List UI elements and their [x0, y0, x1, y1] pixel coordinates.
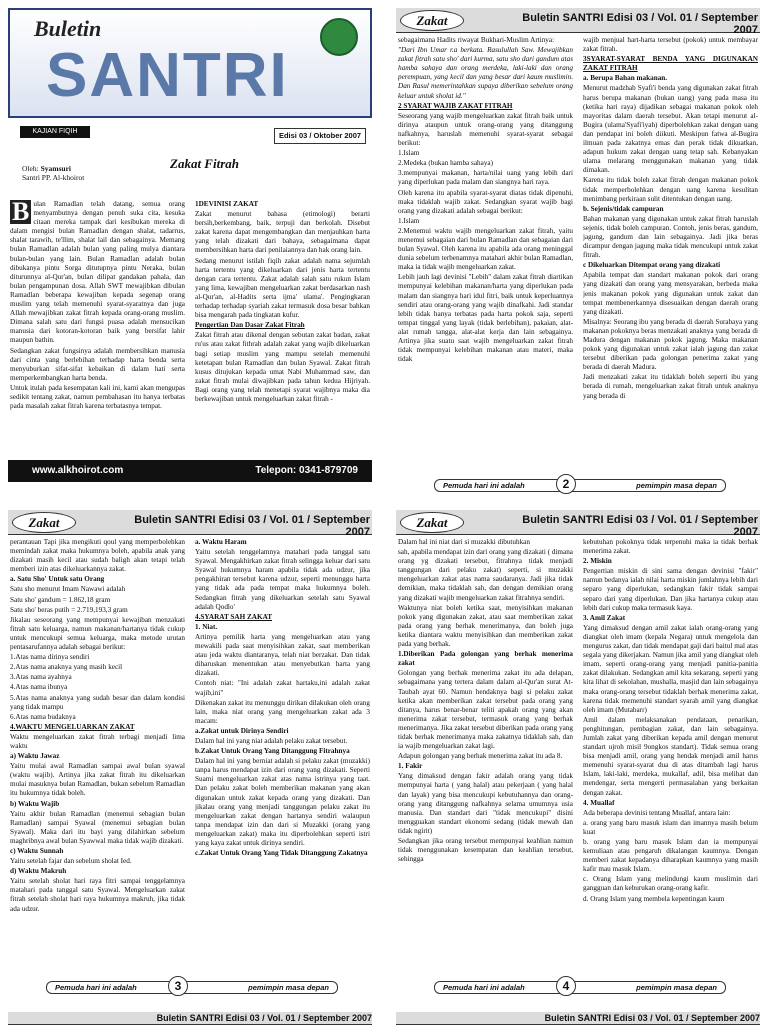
column-2 — [195, 538, 370, 968]
page-header — [8, 510, 372, 538]
paragraph: Menurut madzhab Syafi'i benda yang digunakan zakat fitrah harus berupa makanan (bukan uang) yang pada masa itu (ketika hari raya) dijadikan sebagai makanan pokok oleh mayoritas dalam daerah tersebut. Akan tetapi menurut al-Bugira (ulama'Syafi'iyah) diperbolehkan zakat dengan uang dan pendapat ini boleh diikuti. Meskipun fatwa al-Bugira ilmuan pada zakatnya emas dan perak tidak dikuatkan, adapun hukum zakat dengan uang tetap sah. Kebanyakan ulama melarang menggunakan makanan yang tidak dimakan. — [583, 84, 758, 175]
zakat-logo: Zakat — [400, 10, 464, 31]
paragraph: Yaitu setelah sholat hari raya fitri sampai tenggelamnya matahari pada tanggal satu Syawal. Mengeluarkan zakat fitrah setelah sholat hari raya hukumnya makruh, jika tidak ada udzur. — [10, 877, 185, 913]
column-1 — [10, 200, 185, 452]
list-item: 1.Atas nama dirinya sendiri — [10, 653, 90, 662]
article-columns — [398, 538, 758, 968]
section-heading: 1.Diberikan Pada golongan yang berhak menerima zakat — [398, 650, 573, 668]
section-heading: 4.SYARAT SAH ZAKAT — [195, 612, 273, 621]
page-2 — [396, 8, 760, 498]
header-text: Buletin SANTRI Edisi 03 / Vol. 01 / September 2007 — [522, 514, 758, 538]
list-item: 3.mempunyai makanan, harta/nilai uang yang lebih dari yang diperlukan pada malam dan siangnya hari raya. — [398, 169, 573, 187]
zakat-logo: Zakat — [400, 512, 464, 533]
paragraph: Golongan yang berhak menerima zakat itu ada delapan, sebagaimana yang tertera dalam dalam al-Qur'an surat At-Taubah ayat 60. Namun hendaknya bagi si pelaku zakat ketika akan memberikan zakat tersebut pada orang yang ditanya, harus benar-benar teliti apakah orang yang akan menerima zakat tersebut, termasuk orang yang berhak menerimanya. Jika zakat tersebut diberikan pada orang yang tidak berhak menerimanya maka zakatnya tidaklah sah, dan ia wajib mengeluarkan zakat lagi. — [398, 669, 573, 751]
kajian-label: KAJIAN FIQIH — [20, 126, 90, 138]
column-2 — [583, 36, 758, 466]
paragraph: ulan Ramadlan telah datang, semua orang menyambutnya dengan penuh suka cita, kesuka citaan mereka tampak dari kesibukan mereka di dalam mengisi bulan Ramadlan dengan shalat, tadarrus, shalat tarawih, te'llim, shalat lail dan sebagainya. Memang bulan Ramadlan adalah bulan yang paling mulya diantara bulan-bulan yang lain. Bulan Ramadlan adalah bulan dibukanya pintu Sorga ditutupnya pintu Neraka, bulan diturunnya al-Qur'an, bulan dilipat gandakan pahala, dan bulan pengampunan dosa. Allah SWT mewajibkan dibulan Ramadlan beberapa kewajiban kepada segenap orang muslim yang telah memenuhi syarat-syaratnya dan juga Allah mewajibkan zakat fitrah kepada orang-orang muslim. Dimana salah satu dari fungsi puasa adalah mensucikan manusia dari kotoran-kotoran baik yang bersifat lahir maupun bathin. — [10, 200, 185, 345]
author-label: Oleh — [22, 164, 37, 173]
footer-bar — [434, 981, 726, 994]
paragraph: Dalam hal ini yang niat adalah pelaku zakat tersebut. — [195, 736, 348, 745]
paragraph: sebagaimana Hadits riwayat Bukhari-Muslim Artinya: — [398, 36, 555, 44]
article-columns — [10, 200, 370, 452]
column-1 — [398, 36, 573, 466]
paragraph: Yang dimaksud dengan amil zakat ialah orang-orang yang diangkat oleh imam (kepala Negara) untuk mengelola dan mengurus zakat, dan tidak mendapat gaji dari baitul mal atas segala yang dikerjakan. Namun jika amil yang diangkat oleh imam, seperti orang-orang yang menjadi panitia-panitia zakat dilakukan. Sedangkan amil kita sekarang, seperti yang kita lihat di sekolahan, mushalla, masjid dan lain sebagainya maka orang-orang tersebut tidaklah berhak menerima zakat, karena tidak memenuhi standart syarah amil yang diangkat oleh imam (Mutabarr) — [583, 623, 758, 714]
page-3 — [8, 510, 372, 1000]
page-header — [396, 510, 760, 538]
section-heading: 4.WAKTU MENGELUARKAN ZAKAT — [10, 722, 135, 731]
paragraph: Yaitu setelah tenggelamnya matahari pada tanggal satu Syawal. Mengakhirkan zakat fitrah selingga keluar dari satu Syawal hukumnya haram apabila tidak ada udzur, jika pengakhiran tersebut karena udzur, seperti menunggu harta yang tidak ada pada tempat maka hukumnya boleh. Sedangkan fitrah yang dikeluarkan setelah satu Syawal adalah Qodlo' — [195, 548, 370, 611]
paragraph: Lebih jauh lagi devinisi "Lebih" dalam zakat fitrah diartikan mempunyai kelebihan makanan/harta yang diperlukan pada malam dan siangnya hari idul fitri, baik untuk keperluannya sendiri atau orang-orang yang wajib dinafkahi. Jadi standar lebih tidak hanya terbatas pada harta pokok saja, seperti tempat tinggal yang layak (tidak berlebihan), pakaian, alat-alat rumah tangga, alat-alat kerja dan lain sebagainya. Artinya jika suatu saat wajib mengeluarkan zakat fitrah tidak mempunyai kelebihan makanan atau materi, maka tidak — [398, 273, 573, 364]
paragraph: Bahan makanan yang digunakan untuk zakat fitrah haruslah sejenis, tidak boleh campuran. Contoh, jenis beras, gandum, jagung, gandum dan lain sebagainya. Jadi jika beras dicampur dengan jagung maka tidak mencukupi untuk zakat fitrah. — [583, 214, 758, 260]
paragraph: Misalnya: Seorang ibu yang berada di daerah Surabaya yang makanan pokoknya beras menzakati anaknya yang berada di Madura dengan makanan pokok jagung. Maka makanan pokok yang digunakan untuk zakat ialah jagung dan zakat tersebut diberikan pada golongan penerima zakat yang berada di daerah Madura. — [583, 317, 758, 372]
page-footer — [396, 978, 760, 994]
header-text: Buletin SANTRI Edisi 03 / Vol. 01 / September 2007 — [134, 514, 370, 538]
paragraph: Yang dimaksud dengan fakir adalah orang yang tidak mempunyai harta ( yang halal) atau pekerjaan ( yang halal dan layak) yang bisa mencukupi kebutuhannya dan orang-orang yang ditanggung nafkahnya selama umumnya usia manusia. Dan standart dari "tidak mencukupi" disini mengguakan standart ekonomi sedang (tidak mewah dan tidak ngirit) — [398, 772, 573, 835]
hadith-quote: "Dari Ibn Umar r.a berkata. Rasulullah Saw. Mewajibkan zakat fitrah satu sho' dari kurma, satu sho dari gandum atas hamba sahaya dan orang merdeka, laki-laki dan orang perempuan, yang kecil dan yang besar dari kaum muslimin. Dan Rasul memerintahkan supaya diberikan sebelum orang keluar untuk sholat id." — [398, 46, 573, 100]
paragraph: Dalam hal ini niat dari si muzakki dibutuhkan — [398, 538, 530, 546]
paragraph: Dikenakan zakat itu menunggu dirikan dilakukan oleh orang lain, maka niat orang yang mengeluarkan zakat ada 3 macam: — [195, 698, 370, 725]
list-item: 1.Islam — [398, 149, 420, 158]
paragraph: Satu sho' gandum = 1.862,18 gram — [10, 595, 111, 604]
paragraph: Yaitu setelah fajar dan sebelum sholat Ied. — [10, 857, 132, 866]
page-header — [396, 8, 760, 36]
paragraph: Contoh niat: "Ini adalah zakat hartaku,ini adalah zakat wajib,ini" — [195, 679, 370, 697]
footer-right-text: pemimpin masa depan — [636, 481, 717, 490]
column-2 — [583, 538, 758, 968]
column-2 — [195, 200, 370, 452]
paragraph: Pengertian miskin di sini sama dengan devinisi "fakir" namun bedanya ialah nilai harta miskin jumlahnya lebih dari separo yang diperlukan, sedangkan fakir tidak sampai separo dari yang diperlukan. Dan jika hartanya cukup atau lebih dari cukup maka termasuk kaya. — [583, 567, 758, 612]
paragraph: Dalam hal ini yang berniat adalah si pelaku zakat (muzakki) tanpa harus mendapat izin dari orang yang dizakati. Seperti Suami mengeluarkan zakat atas nama istrinya yang taat. Dan pelaku zakat boleh memberikan makanan yang akan digunakan untuk zakat kepada orang yang dizakati. Dan jikalau orang yang menjadi tanggungan pelaku zakat itu mengeluarkan zakat dengan hartanya sendiri walaupun tanpa mendapat izin dan dari si Muzakki (orang yang mengeluarkan zakat) maka itu diperbolehkan seperti istri yang kaya zakat untuk dirinya sendiri. — [195, 757, 370, 847]
list-item: d. Orang Islam yang membela kepentingan kaum — [583, 894, 725, 903]
article-columns — [398, 36, 758, 466]
masthead-buletin: Buletin — [34, 16, 102, 41]
paragraph: Jikalau seseorang yang mempunyai kewajiban menzakati fitrah satu keluarga, namun makanan/hartanya tidak cukup untuk mencukupi semua keluarga, maka metode urutan pentasarufannya adalah sebagai berikut: — [10, 615, 185, 652]
zakat-logo: Zakat — [12, 512, 76, 533]
list-item: 5.Atas nama anaknya yang sudah besar dan dalam kondisi yang tidak mampu — [10, 693, 185, 711]
footer-left-text: Pemuda hari ini adalah — [443, 983, 525, 992]
paragraph: Sedangkan jika orang tersebut mempunyai keahlian namun tidak menggunakan kesempatan dan keahlian tersebut, sehingga — [398, 837, 573, 864]
subheading: c) Waktu Sunnah — [10, 847, 64, 855]
emblem-icon — [320, 18, 358, 56]
article-columns — [10, 538, 370, 968]
subheading: a.Zakat untuk Dirinya Sendiri — [195, 726, 289, 735]
subheading: b. Sejenis/tidak campuran — [583, 204, 664, 213]
subheading: a. Waktu Haram — [195, 538, 247, 546]
column-1 — [10, 538, 185, 968]
paragraph: Satu sho menurut Imam Nawawi adalah — [10, 585, 126, 594]
subheading: b.Zakat Untuk Orang Yang Ditanggung Fitrahnya — [195, 747, 350, 756]
list-item: 2.Atas nama anaknya yang masih kecil — [10, 663, 123, 672]
paragraph: Untuk itulah pada kesempatan kali ini, kami akan mengupas sedikit tentang zakat, namun pembahasan itu hanya terbatas pada masalah zakat fitrah karena terbatasnya tempat. — [10, 383, 185, 411]
paragraph: Artinya pemilik harta yang mengeluarkan atau yang mewakili pada saat menyisihkan zakat, saat memberikan atau jeda waktu diantaranya, telah niat berzakat. Dan tidak diharuskan menentukan atau menyebutkan harta yang dizakati. — [195, 632, 370, 678]
subheading: 3. Amil Zakat — [583, 613, 626, 622]
section-heading: 1DEVINISI ZAKAT — [195, 200, 259, 208]
page-4 — [396, 510, 760, 1000]
next-page-header-stub: Buletin SANTRI Edisi 03 / Vol. 01 / September 2007 — [396, 1012, 760, 1025]
author-affiliation: Santri PP. Al-khoirot — [22, 173, 85, 182]
paragraph: Sedangkan zakat fungsinya adalah membersihkan manusia dari cinta yang berlebihan terhadap harta benda serta menyuburkan sifat-sifat kebaikan di dalam hati serta memperkembangkan harta benda. — [10, 346, 185, 382]
subheading: a) Waktu Jawaz — [10, 752, 60, 761]
subheading: 1. Fakir — [398, 762, 423, 771]
page-number: 2 — [556, 474, 576, 494]
paragraph: Karena itu tidak boleh zakat fitrah dengan makanan pokok tidak memperbolehkan dengan uang karena kesulitan menimbang perkiraan sulit ditentukan dengan uang. — [583, 176, 758, 203]
author-block: Oleh: Syamsuri Santri PP. Al-khoirot — [22, 164, 85, 182]
paragraph: Adapun golongan yang berhak menerima zakat itu ada 8. — [398, 752, 563, 761]
section-heading: Pengertian Dan Dasar Zakat Fitrah — [195, 321, 305, 330]
list-item: 2.Medeka (bukan hamba sahaya) — [398, 159, 493, 168]
paragraph: Yaitu akhir bulan Ramadlan (menemui sebagian bulan Ramadlan) sampai Syawal (menemui sebagian bulan Syawal). Maka dari itu bayi yang dilahirkan sebelum maghribnya awal bulan Syawwal maka tidak wajib dizakati. — [10, 809, 185, 845]
subheading: d) Waktu Makruh — [10, 867, 67, 876]
paragraph: Jadi menzakati zakat itu tidaklah boleh seperti ibu yang berada di rumah, mengeluarkan zakat fitrah untuk anaknya yang berada di — [583, 373, 758, 400]
subheading: 2. Miskin — [583, 557, 612, 566]
paragraph: Waktunya niat boleh ketika saat, menyisihkan makanan pokok yang digunakan zakat, atau saat memberikan zakat pada orang yang berhak menerimanya, dan boleh juga ketika diantara waktu menyisihkan dan memberikan zakat pada yang berhak. — [398, 603, 573, 649]
page-1 — [8, 8, 372, 498]
section-heading: 3SYARAT-SYARAT BENDA YANG DIGUNAKAN ZAKAT FITRAH — [583, 55, 758, 73]
edition-label: Edisi 03 / Oktober 2007 — [274, 128, 366, 144]
footer-right-text: pemimpin masa depan — [248, 983, 329, 992]
list-item: a. orang yang baru masuk islam dan imannya masih belum kuat — [583, 818, 758, 836]
masthead — [8, 8, 372, 118]
column-1 — [398, 538, 573, 968]
paragraph: wajib menjual hart-harta tersebut (pokok) untuk membayar zakat fitrah. — [583, 36, 758, 54]
next-page-header-stub: Buletin SANTRI Edisi 03 / Vol. 01 / September 2007 — [8, 1012, 372, 1025]
header-text: Buletin SANTRI Edisi 03 / Vol. 01 / September 2007 — [522, 12, 758, 36]
paragraph: Seseorang yang wajib mengeluarkan zakat fitrah baik untuk dirinya ataupun untuk orang-orang yang ditanggung nafkahnya, haruslah memenuhi syarat-syarat sebagai berikut: — [398, 111, 573, 148]
list-item: 6.Atas nama budaknya — [10, 712, 76, 721]
paragraph: Satu sho' beras putih = 2.719,193,3 gram — [10, 605, 128, 614]
paragraph: Yaitu mulai awal Ramadlan sampai awal bulan syawal (waktu wajib). Artinya jika zakat fitrah itu dikeluarkan mulai masuknya bulan Ramadlan, bukan sebelum Ramadlan itu hukumnya tidak boleh. — [10, 762, 185, 798]
paragraph: Waktu mengeluarkan zakat fitrah terbagi menjadi lima waktu — [10, 732, 185, 750]
subheading: a. Satu Sho' Untuk satu Orang — [10, 575, 105, 584]
author-name: Syamsuri — [40, 164, 71, 173]
telephone-label: Telepon: 0341-879709 — [255, 465, 358, 476]
list-item: 3.Atas nama ayahnya — [10, 673, 72, 682]
article-title: Zakat Fitrah — [170, 156, 239, 171]
subheading: a. Berupa Bahan makanan. — [583, 74, 668, 83]
footer-bar — [434, 479, 726, 492]
page-number: 4 — [556, 976, 576, 996]
footer-left-text: Pemuda hari ini adalah — [55, 983, 137, 992]
website-link[interactable]: www.alkhoirot.com — [32, 465, 124, 476]
footer-right-text: pemimpin masa depan — [636, 983, 717, 992]
list-item: c. Orang Islam yang melindungi kaum muslimin dari gangguan dan keburukan orang-orang kafir. — [583, 875, 758, 893]
paragraph: Sedang menurut istilah fiqih zakat adalah nama sejumlah harta tertentu yang dikeluarkan dari jenis harta tertentu dengan cara tertentu. Zakat adalah salah satu rukun Islam yang lima, kewajiban mengeluarkan zakat berdasarkan nash al-Qur'an, al-Hadits serta ijma' ulama'. Pengingkaran terhadap terhadap syariah zakat termasuk dosa besar bahkan bisa mengarah pada tingkatan kufur. — [195, 256, 370, 320]
paragraph: Apabila tempat dan standart makanan pokok dari orang yang dizakati dan orang yang mensyarakan, berbeda maka jenis makanan pokok yang digunakan untuk zakat dan tempat membenerkannya disesuaikan dengan daerah orang yang dizakati. — [583, 271, 758, 316]
paragraph: kebutuhan pokoknya tidak terpenuhi maka ia tidak berhak menerima zakat. — [583, 538, 758, 556]
page-footer — [8, 978, 372, 994]
subheading: c.Zakat Untuk Orang Yang Tidak Ditanggung Zakatnya — [195, 849, 368, 858]
paragraph: Amil dalam melaksanakan pendataan, penarikan, penghitungan, pembagian zakat, dan lain sebagainya. Jumlah zakat yang diberikan kepada amil dengan menurut standart ujroh misil 9ongkos standart). Tidak semua orang bisa menjadi amil, orang yang hendak menjadi amil harus memenuhi syarat-syarat dua di atas ditambah lagi harus Islam, laki-laki, merdeka, mukallaf, adil, bisa melihat dan mendengar, serta mengerti permasalahan yang berkaitan dengan zakat. — [583, 715, 758, 797]
list-item: 1.Islam — [398, 216, 420, 225]
subheading: b) Waktu Wajib — [10, 799, 60, 808]
footer-bar — [46, 981, 338, 994]
section-heading: 2 SYARAT WAJIB ZAKAT FITRAH — [398, 101, 513, 110]
footer-left-text: Pemuda hari ini adalah — [443, 481, 525, 490]
paragraph: perantauan Tapi jika mengikuti qoul yang memperbolehkan memindah zakat maka hukumnya boleh, apabila anak yang dizakati masih kecil atau sudah baligh akan tetapi telah memberi izin atas dikeluarkannya zakat. — [10, 538, 185, 574]
subheading: 4. Muallaf — [583, 798, 615, 807]
list-item: 2.Menemui waktu wajib mengeluarkan zakat fitrah, yaitu menemui sebagaian dari bulan Ramadlan dan sebagaian dari bulan Syawal. Oleh karena itu apabila ada orang meninggal dunia sebelum terbenamnya matahari akhir bulan Ramadlan, maka ia tidak wajib mengeluarkan zakat. — [398, 226, 573, 272]
masthead-santri-logo: SANTRI — [46, 41, 289, 110]
paragraph: Oleh karena itu apabila syarat-syarat diatas tidak dipenuhi, maka tidaklah wajib zakat. Sedangkan syarat wajib bagi orang yang dizakati adalah sebagai berikut: — [398, 188, 573, 215]
list-item: 4.Atas nama ibunya — [10, 683, 68, 692]
list-item: b. orang yang baru masuk Islam dan ia mempunyai kemuliaan atau pengaruh dikalangan kaumnya. Dengan memberi zakat kepadanya diharapkan kaumnya yang masih kafir mau masuk Islam. — [583, 838, 758, 874]
contact-bar — [8, 460, 372, 482]
page-footer — [396, 476, 760, 492]
paragraph: Ada beberapa devinisi tentang Muallaf, antara lain: — [583, 808, 731, 817]
page-number: 3 — [168, 976, 188, 996]
subheading: 1. Niat. — [195, 622, 218, 631]
paragraph: Zakat fitrah atau dikenal dengan sebutan zakat badan, zakat ru'us atau zakat fithrah adalah zakat yang wajib dikeluarkan bagi setiap muslim yang mampu setelah memenuhi ketetapan bulan Ramadlan dan bulan Syawal. Zakat fitrah kusus ditujukan kepada umat Nabi Muhammad saw, dan zakat fitrah mulai diwajibkan pada tahun kedua Hijriyah. Bagi orang yang telah menetapi syarat wajibnya maka dia berkewajiban untuk mengeluarkan zakat fitrah - — [195, 331, 370, 403]
subheading: c Dikeluarkan Ditempat orang yang dizakati — [583, 261, 721, 270]
paragraph: sah, apabila mendapat izin dari orang yang dizakati ( dimana orang yg dizakati tersebut, fitrahnya tidak menjadi tanggungan dari pelaku zakat) seperti, si muzakki mengeluarkan zakat atas nama saudaranya. Jadi jika tidak demikian, maka tidaklah sah, dan dengan demikian orang yang dizakati wajib mengeluarkan zakat fitrahnya sendiri. — [398, 548, 573, 602]
paragraph: Zakat menurut bahasa (etimologi) berarti bersih,berkembang, baik, terpuji dan berkolah. Disebut zakat karena dapat mengembangkan dan menjauhkan harta yang telah dizakati dari bahaya, sebagaimana dapat membersihkan harta dari penilaiannya dan hak orang lain. — [195, 210, 370, 255]
dropcap: B — [12, 200, 30, 226]
